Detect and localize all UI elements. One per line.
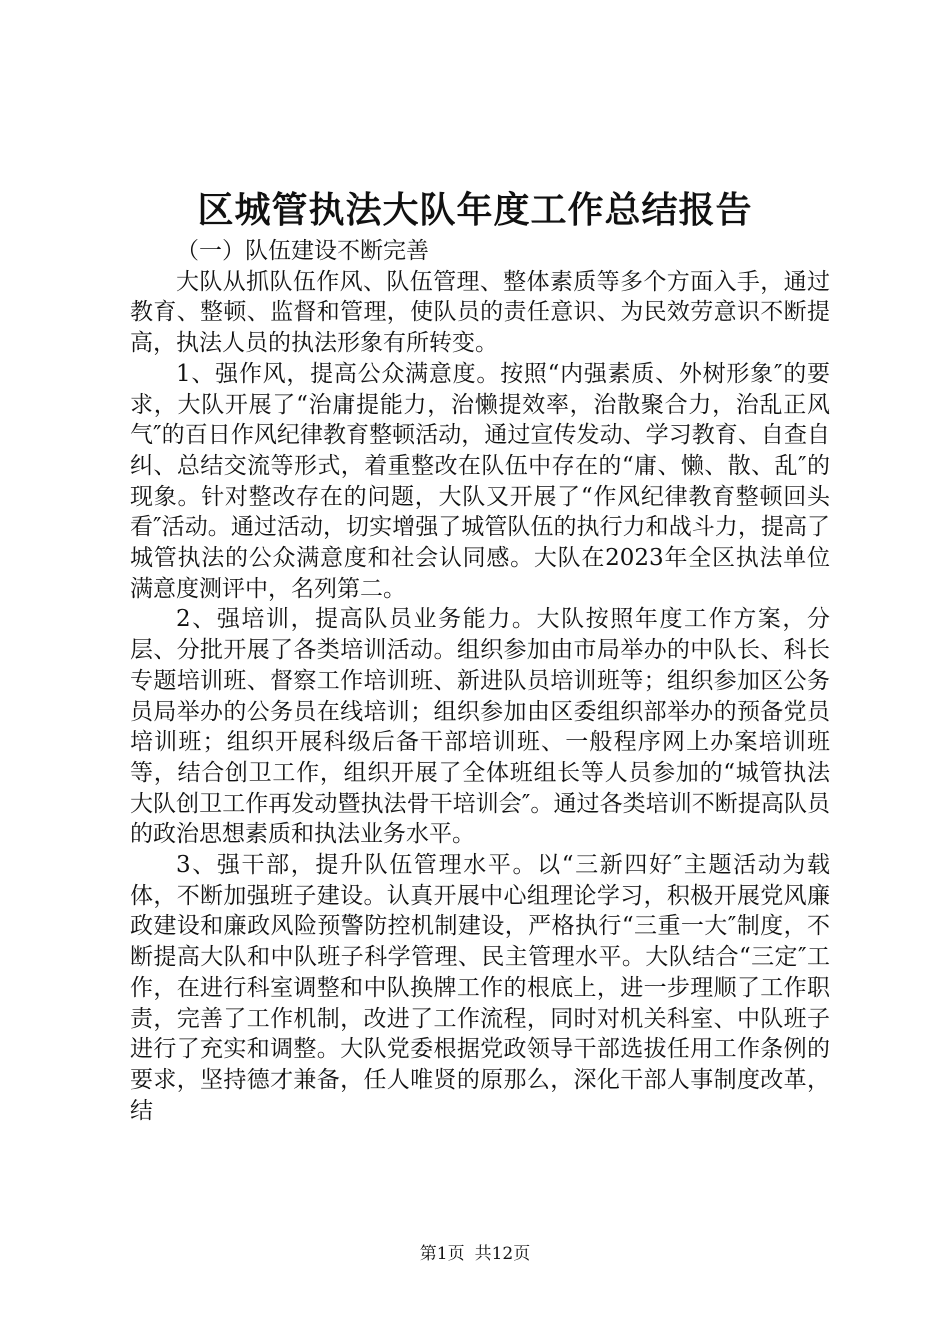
page-number: 第1页 bbox=[419, 1244, 465, 1264]
page-footer bbox=[0, 1242, 950, 1266]
document-title: 区城管执法大队年度工作总结报告 bbox=[197, 189, 753, 231]
paragraph-style: 1、强作风，提高公众满意度。按照“内强素质、外树形象″的要求，大队开展了“治庸提能力，治懒提效率，治散聚合力，治乱正风气″的百日作风纪律教育整顿活动，通过宣传发动、学习教育、自查自纠、总结交流等形式，着重整改在队伍中存在的“庸、懒、散、乱″的现象。针对整改存在的问题，大队又开展了“作风纪律教育整顿回头看″活动。通过活动，切实增强了城管队伍的执行力和战斗力，提高了城管执法的公众满意度和社会认同感。大队在2023年全区执法单位满意度测评中，名列第二。 bbox=[130, 360, 830, 602]
page-total: 共12页 bbox=[474, 1244, 531, 1264]
paragraph-cadre: 3、强干部，提升队伍管理水平。以“三新四好″主题活动为载体，不断加强班子建设。认真开展中心组理论学习，积极开展党风廉政建设和廉政风险预警防控机制建设，严格执行“三重一大″制度，不断提高大队和中队班子科学管理、民主管理水平。大队结合“三定″工作，在进行科室调整和中队换牌工作的根底上，进一步理顺了工作职责，完善了工作机制，改进了工作流程，同时对机关科室、中队班子进行了充实和调整。大队党委根据党政领导干部选拔任用工作条例的要求，坚持德才兼备，任人唯贤的原那么，深化干部人事制度改革，结 bbox=[130, 852, 830, 1124]
document-body bbox=[130, 236, 830, 1126]
paragraph-training: 2、强培训，提高队员业务能力。大队按照年度工作方案，分层、分批开展了各类培训活动。组织参加由市局举办的中队长、科长专题培训班、督察工作培训班、新进队员培训班等；组织参加区公务员局举办的公务员在线培训；组织参加由区委组织部举办的预备党员培训班；组织开展科级后备干部培训班、一般程序网上办案培训班等，结合创卫工作，组织开展了全体班组长等人员参加的“城管执法大队创卫工作再发动暨执法骨干培训会″。通过各类培训不断提高队员的政治思想素质和执法业务水平。 bbox=[130, 606, 830, 848]
section-heading: （一）队伍建设不断完善 bbox=[176, 238, 429, 264]
paragraph-intro: 大队从抓队伍作风、队伍管理、整体素质等多个方面入手，通过教育、整顿、监督和管理，使队员的责任意识、为民效劳意识不断提高，执法人员的执法形象有所转变。 bbox=[130, 268, 830, 357]
